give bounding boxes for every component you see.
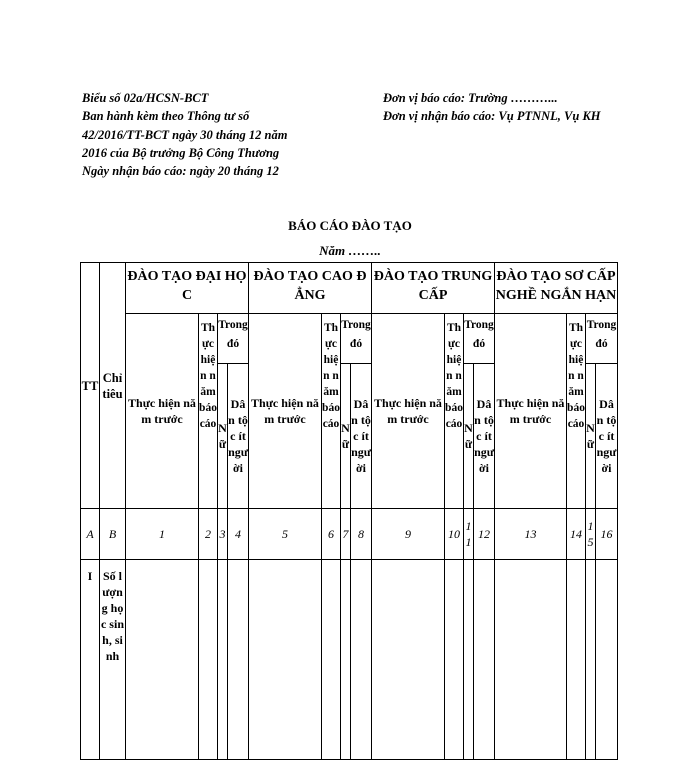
idx-cell: 2	[199, 509, 218, 560]
data-cell	[351, 560, 372, 760]
report-year: Năm ……..	[319, 243, 381, 258]
nu-dai-hoc: Nữ	[218, 364, 228, 509]
data-cell	[126, 560, 199, 760]
prev-year-so-cap: Thực hiện năm trước	[495, 314, 567, 509]
training-report-table	[80, 262, 618, 760]
group-trung-cap: ĐÀO TẠO TRUNG CẤP	[372, 263, 495, 314]
report-title: BÁO CÁO ĐÀO TẠO	[288, 218, 412, 233]
row-tt: I	[81, 560, 100, 760]
group-cao-dang: ĐÀO TẠO CAO ĐẲNG	[249, 263, 372, 314]
prev-year-trung-cap: Thực hiện năm trước	[372, 314, 445, 509]
trong-do-dai-hoc: Trong đó	[218, 314, 249, 364]
data-cell	[228, 560, 249, 760]
dan-toc-dai-hoc: Dân tộc ít người	[228, 364, 249, 509]
data-cell	[464, 560, 474, 760]
idx-cell: 15	[586, 509, 596, 560]
report-year-dai-hoc: Thực hiện năm báo cáo	[199, 314, 218, 509]
issuing-ministry: 2016 của Bộ trưởng Bộ Công Thương	[82, 145, 280, 160]
nu-trung-cap: Nữ	[464, 364, 474, 509]
idx-cell: 7	[341, 509, 351, 560]
circular-number: 42/2016/TT-BCT ngày 30 tháng 12 năm	[82, 127, 288, 142]
receipt-date: Ngày nhận báo cáo: ngày 20 tháng 12	[82, 164, 279, 179]
form-number: Biểu số 02a/HCSN-BCT	[82, 91, 209, 105]
idx-cell: 4	[228, 509, 249, 560]
issued-with: Ban hành kèm theo Thông tư số	[82, 109, 250, 124]
dan-toc-so-cap: Dân tộc ít người	[596, 364, 618, 509]
idx-cell: 14	[567, 509, 586, 560]
data-cell	[567, 560, 586, 760]
receiving-unit: Đơn vị nhận báo cáo: Vụ PTNNL, Vụ KH	[383, 109, 601, 124]
idx-cell: 16	[596, 509, 618, 560]
idx-cell: 1	[126, 509, 199, 560]
nu-so-cap: Nữ	[586, 364, 596, 509]
col-chi-tieu: Chỉ tiêu	[100, 263, 126, 509]
row-label: Số lượng học sinh, sinh	[100, 560, 126, 760]
trong-do-trung-cap: Trong đó	[464, 314, 495, 364]
table-row	[81, 560, 618, 760]
dan-toc-trung-cap: Dân tộc ít người	[474, 364, 495, 509]
data-cell	[372, 560, 445, 760]
data-cell	[596, 560, 618, 760]
idx-cell: 3	[218, 509, 228, 560]
data-cell	[495, 560, 567, 760]
column-index-row	[81, 509, 618, 560]
group-dai-hoc: ĐÀO TẠO ĐẠI HỌC	[126, 263, 249, 314]
report-year-so-cap: Thực hiện năm báo cáo	[567, 314, 586, 509]
reporting-unit: Đơn vị báo cáo: Trường ………...	[383, 91, 558, 105]
report-year-trung-cap: Thực hiện năm báo cáo	[445, 314, 464, 509]
idx-cell: 10	[445, 509, 464, 560]
data-cell	[249, 560, 322, 760]
prev-year-dai-hoc: Thực hiện năm trước	[126, 314, 199, 509]
nu-cao-dang: Nữ	[341, 364, 351, 509]
report-units	[383, 89, 683, 126]
idx-cell: 8	[351, 509, 372, 560]
data-cell	[341, 560, 351, 760]
data-cell	[218, 560, 228, 760]
group-so-cap: ĐÀO TẠO SƠ CẤP NGHỀ NGẮN HẠN	[495, 263, 618, 314]
dan-toc-cao-dang: Dân tộc ít người	[351, 364, 372, 509]
idx-cell: 9	[372, 509, 445, 560]
col-tt: TT	[81, 263, 100, 509]
data-cell	[199, 560, 218, 760]
idx-cell: 5	[249, 509, 322, 560]
data-cell	[445, 560, 464, 760]
data-cell	[586, 560, 596, 760]
idx-cell: 13	[495, 509, 567, 560]
idx-cell: 11	[464, 509, 474, 560]
trong-do-so-cap: Trong đó	[586, 314, 618, 364]
idx-cell: 12	[474, 509, 495, 560]
data-cell	[322, 560, 341, 760]
prev-year-cao-dang: Thực hiện năm trước	[249, 314, 322, 509]
trong-do-cao-dang: Trong đó	[341, 314, 372, 364]
report-form-header	[82, 89, 352, 180]
report-year-cao-dang: Thực hiện năm báo cáo	[322, 314, 341, 509]
idx-a: A	[81, 509, 100, 560]
idx-b: B	[100, 509, 126, 560]
data-cell	[474, 560, 495, 760]
idx-cell: 6	[322, 509, 341, 560]
